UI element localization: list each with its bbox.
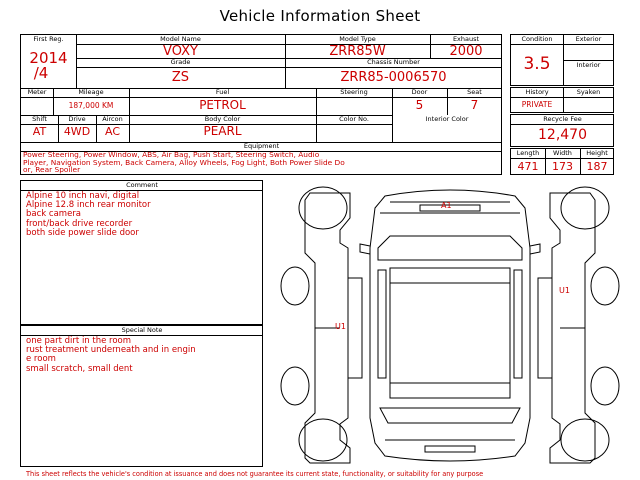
mileage-value: 187,000 KM <box>68 101 114 110</box>
equipment-line: Player, Navigation System, Back Camera, Alloy Wheels, Fog Light, Both Power Slide Do <box>23 157 345 167</box>
history-value: PRIVATE <box>521 100 553 109</box>
chassis-number-value: ZRR85-0006570 <box>340 70 447 85</box>
equipment-line: or, Rear Spoiler <box>23 165 81 175</box>
recycle-fee-panel <box>510 114 614 147</box>
dimensions-panel <box>510 148 614 175</box>
equipment-list <box>23 151 501 174</box>
grade-label: Grade <box>170 58 191 66</box>
history-panel <box>510 87 614 113</box>
damage-mark-right: U1 <box>559 286 570 295</box>
left-side-wheel <box>281 267 309 305</box>
roof-panel <box>390 268 510 398</box>
special-note-line: rust treatment underneath and in engin <box>26 345 196 356</box>
mileage-label: Mileage <box>78 88 104 96</box>
recycle-fee-value: 12,470 <box>538 127 587 143</box>
comment-list <box>26 192 151 238</box>
special-note-line: small scratch, small dent <box>26 363 133 374</box>
damage-mark-left: U1 <box>335 322 346 331</box>
equipment-label: Equipment <box>243 142 280 150</box>
special-note-line: e room <box>26 354 56 365</box>
syaken-label: Syaken <box>576 88 601 96</box>
rear-plate <box>425 446 475 452</box>
windshield <box>378 236 522 260</box>
meter-label: Meter <box>27 88 47 96</box>
comment-label: Comment <box>126 181 158 189</box>
model-type-label: Model Type <box>339 35 376 43</box>
shift-value: AT <box>32 125 47 138</box>
first-reg-year: 2014 <box>29 49 68 67</box>
steering-label: Steering <box>340 88 368 96</box>
fuel-value: PETROL <box>199 98 246 112</box>
comment-line: front/back drive recorder <box>26 218 133 229</box>
door-value: 5 <box>415 98 424 112</box>
drive-label: Drive <box>68 115 86 123</box>
drive-value: 4WD <box>63 125 91 138</box>
right-side-wheel-rear <box>591 367 619 405</box>
exterior-label: Exterior <box>575 35 602 43</box>
rear-right-wheel <box>561 419 609 461</box>
exhaust-value: 2000 <box>449 44 483 59</box>
comment-panel <box>20 180 263 325</box>
seat-label: Seat <box>467 88 482 96</box>
disclaimer-footer: This sheet reflects the vehicle's condition at issuance and does not guarantee its current state, functionality, or suitability for any purpose <box>26 470 484 478</box>
comment-line: Alpine 12.8 inch rear monitor <box>26 200 151 211</box>
first-reg-month: /4 <box>33 64 49 82</box>
length-label: Length <box>516 149 540 157</box>
rear-window <box>380 408 520 423</box>
chassis-number-label: Chassis Number <box>367 58 420 66</box>
shift-label: Shift <box>32 115 47 123</box>
comment-line: back camera <box>26 209 81 220</box>
special-note-list <box>26 337 196 374</box>
vehicle-info-grid <box>20 34 502 175</box>
model-name-label: Model Name <box>160 35 201 43</box>
damage-mark-front: A1 <box>441 201 452 210</box>
history-label: History <box>525 88 549 96</box>
height-value: 187 <box>586 160 608 173</box>
aircon-value: AC <box>104 125 120 138</box>
comment-line: Alpine 10 inch navi, digital <box>26 191 140 201</box>
model-name-value: VOXY <box>163 44 198 59</box>
condition-panel <box>510 34 614 86</box>
seat-value: 7 <box>470 98 479 112</box>
recycle-fee-label: Recycle Fee <box>543 115 582 123</box>
special-note-label: Special Note <box>121 326 163 334</box>
color-no-label: Color No. <box>339 115 369 123</box>
body-color-label: Body Color <box>204 115 241 123</box>
body-color-value: PEARL <box>203 124 242 138</box>
page-title: Vehicle Information Sheet <box>219 7 421 25</box>
right-side-wheel <box>591 267 619 305</box>
comment-line: both side power slide door <box>26 227 139 238</box>
fuel-label: Fuel <box>215 88 230 96</box>
first-reg-label: First Reg. <box>33 35 64 43</box>
condition-score: 3.5 <box>523 54 551 74</box>
body-top-outline <box>370 190 530 461</box>
special-note-line: one part dirt in the room <box>26 336 132 346</box>
exhaust-label: Exhaust <box>452 35 480 43</box>
length-value: 471 <box>517 160 539 173</box>
aircon-label: Aircon <box>102 115 123 123</box>
door-label: Door <box>411 88 428 96</box>
width-value: 173 <box>552 160 573 173</box>
special-note-panel <box>20 325 263 467</box>
condition-label: Condition <box>521 35 553 43</box>
model-type-value: ZRR85W <box>329 44 386 59</box>
grade-value: ZS <box>171 70 190 85</box>
interior-label: Interior <box>576 61 601 69</box>
car-damage-diagram <box>280 178 620 468</box>
height-label: Height <box>586 149 608 157</box>
width-label: Width <box>553 149 572 157</box>
equipment-line: Power Steering, Power Window, ABS, Air Bag, Push Start, Steering Switch, Audio <box>23 150 320 159</box>
left-side-wheel-rear <box>281 367 309 405</box>
interior-color-label: Interior Color <box>425 115 469 123</box>
